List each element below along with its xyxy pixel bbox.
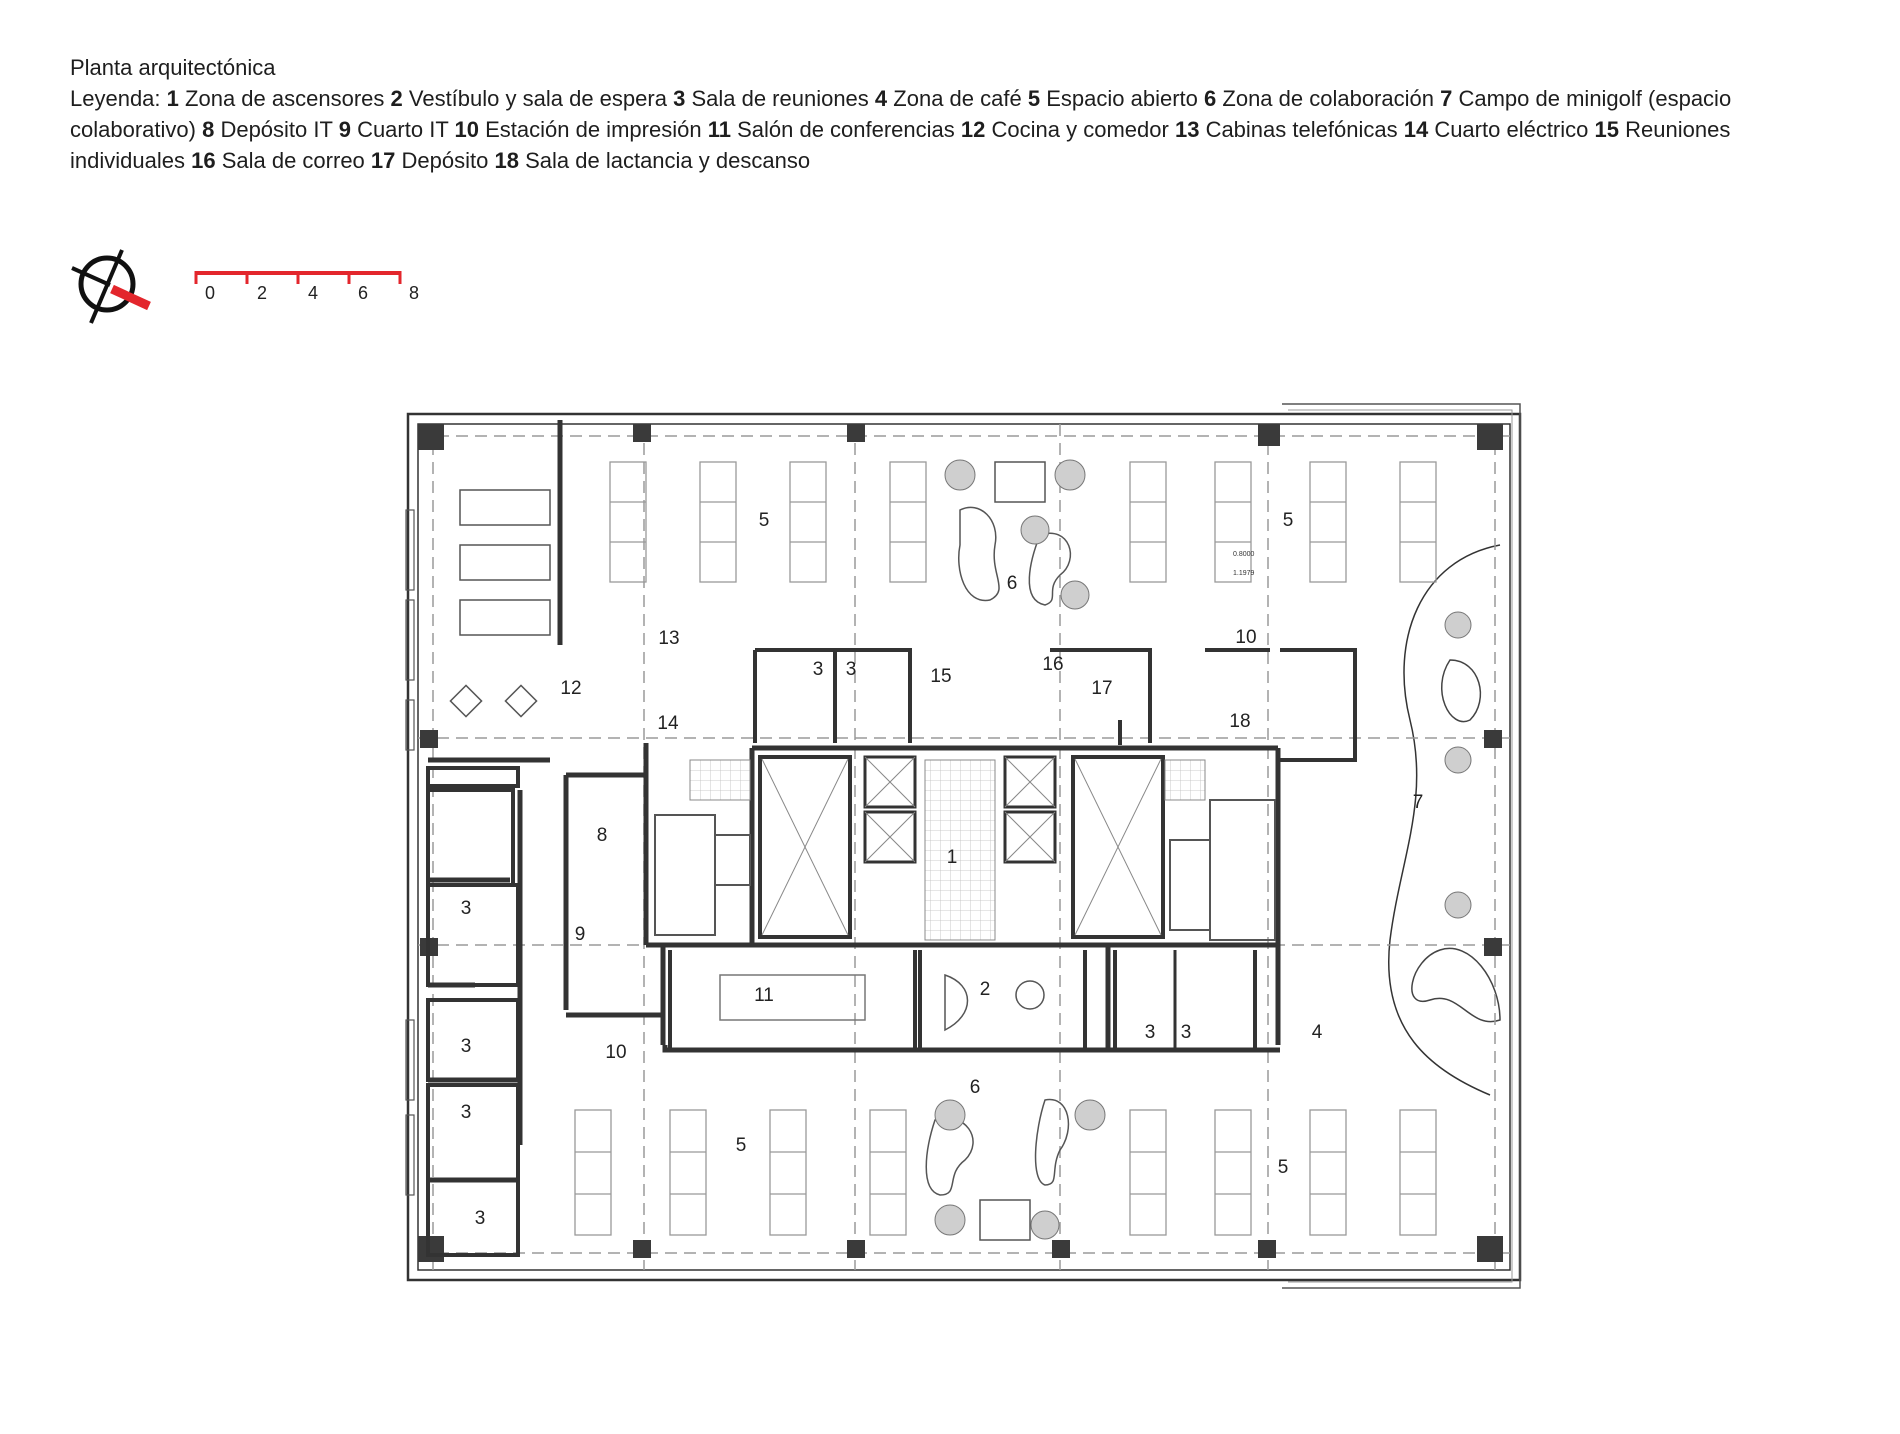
room-label-13: 13 [658, 628, 680, 649]
room-label-4: 4 [1311, 1022, 1323, 1043]
room-label-11: 11 [754, 985, 774, 1006]
legend-number: 9 [338, 117, 351, 142]
legend-label: Campo de minigolf (espacio colaborativo) [70, 86, 1732, 142]
legend-number: 17 [370, 148, 396, 173]
legend-label: Sala de correo [221, 148, 365, 173]
legend-label: Zona de colaboración [1222, 86, 1434, 111]
legend-prefix: Leyenda: [70, 86, 161, 111]
room-label-5: 5 [735, 1135, 747, 1156]
legend-number: 18 [494, 148, 519, 173]
legend-number: 8 [202, 117, 215, 142]
room-label-3: 3 [845, 659, 857, 680]
legend-label: Cuarto IT [357, 117, 449, 142]
room-label-8: 8 [596, 825, 608, 846]
legend-number: 6 [1204, 86, 1217, 111]
scale-tick: 4 [307, 283, 319, 303]
room-label-3: 3 [1180, 1022, 1192, 1043]
room-label-10: 10 [605, 1042, 627, 1063]
scale-tick: 0 [204, 283, 216, 303]
room-label-3: 3 [474, 1208, 486, 1229]
room-label-3: 3 [460, 1102, 472, 1123]
legend-number: 3 [673, 86, 686, 111]
legend-label: Zona de café [893, 86, 1022, 111]
room-label-17: 17 [1091, 678, 1113, 699]
room-label-5: 5 [1277, 1157, 1289, 1178]
scale-bar [196, 271, 419, 303]
legend-number: 4 [874, 86, 888, 111]
room-label-2: 2 [979, 979, 991, 1000]
room-label-3: 3 [1144, 1022, 1156, 1043]
plan-title: Planta arquitectónica [70, 55, 276, 80]
legend-label: Sala de lactancia y descanso [525, 148, 811, 173]
legend-number: 5 [1027, 86, 1041, 111]
room-label-6: 6 [1006, 573, 1018, 594]
room-label-15: 15 [930, 666, 952, 687]
north-arrow-icon [72, 250, 149, 323]
room-label-14: 14 [657, 713, 679, 734]
legend-number: 15 [1594, 117, 1619, 142]
room-label-5: 5 [1282, 510, 1294, 531]
legend-number: 16 [191, 148, 216, 173]
room-label-1: 1 [946, 847, 958, 868]
dimension-label: 0.8000 [1233, 551, 1255, 558]
room-label-3: 3 [812, 659, 824, 680]
room-label-6: 6 [969, 1077, 981, 1098]
legend-label: Reuniones individuales [70, 117, 1731, 173]
legend-label: Depósito IT [220, 117, 333, 142]
dimension-label: 1.1979 [1233, 570, 1255, 577]
legend-number: 7 [1440, 86, 1453, 111]
legend-number: 2 [390, 86, 403, 111]
legend-label: Salón de conferencias [737, 117, 955, 142]
room-label-3: 3 [460, 898, 472, 919]
legend-label: Cuarto eléctrico [1434, 117, 1589, 142]
room-label-7: 7 [1412, 792, 1424, 813]
legend-label: Sala de reuniones [691, 86, 869, 111]
room-label-5: 5 [758, 510, 770, 531]
room-label-16: 16 [1042, 654, 1064, 675]
room-label-12: 12 [560, 678, 582, 699]
legend-label: Cocina y comedor [991, 117, 1169, 142]
scale-tick: 6 [357, 283, 369, 303]
legend-number: 1 [166, 86, 179, 111]
legend-label: Zona de ascensores [185, 86, 385, 111]
legend-number: 14 [1403, 117, 1429, 142]
legend-number: 11 [707, 117, 731, 142]
legend-label: Depósito [401, 148, 489, 173]
legend-number: 13 [1174, 117, 1200, 142]
legend-number: 10 [454, 117, 479, 142]
room-label-18: 18 [1229, 711, 1251, 732]
scale-tick: 2 [256, 283, 268, 303]
legend-label: Cabinas telefónicas [1205, 117, 1398, 142]
legend-label: Espacio abierto [1046, 86, 1198, 111]
room-label-10: 10 [1235, 627, 1257, 648]
scale-tick: 8 [408, 283, 420, 303]
legend-number: 12 [960, 117, 986, 142]
legend-label: Vestíbulo y sala de espera [408, 86, 667, 111]
legend-label: Estación de impresión [485, 117, 702, 142]
room-label-3: 3 [460, 1036, 472, 1057]
plan-drawing [406, 404, 1520, 1288]
room-label-9: 9 [574, 924, 586, 945]
